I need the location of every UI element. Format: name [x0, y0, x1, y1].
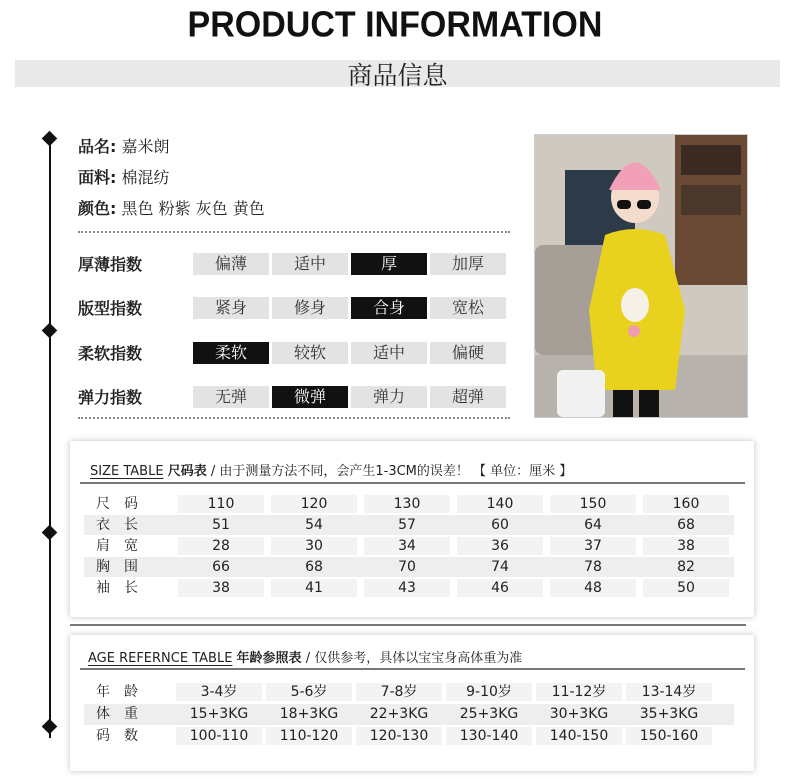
index-option: 加厚: [430, 253, 506, 275]
table-cell: 15+3KG: [189, 706, 249, 722]
index-option: 修身: [272, 297, 348, 319]
table-cell: 13-14岁: [626, 683, 712, 701]
info-value: 棉混纺: [121, 168, 170, 187]
table-cell: 51: [212, 517, 230, 533]
table-row-label: 年 龄: [96, 684, 138, 700]
table-cell: 120: [271, 495, 357, 513]
age-table-heading: [88, 647, 522, 666]
table-cell: 78: [584, 559, 602, 575]
table-cell: 150: [550, 495, 636, 513]
table-cell: 140-150: [536, 727, 622, 745]
table-cell: 150-160: [626, 727, 712, 745]
index-option: 较软: [272, 342, 348, 364]
table-cell: 30: [271, 537, 357, 555]
decor-line: [49, 138, 51, 738]
table-cell: 130: [364, 495, 450, 513]
table-cell: 130-140: [446, 727, 532, 745]
info-name: [78, 134, 170, 157]
diamond-marker: [42, 131, 58, 147]
age-table-note: / 仅供参考，具体以宝宝身高体重为准: [305, 651, 523, 666]
info-value: 黑色 粉紫 灰色 黄色: [121, 199, 265, 218]
table-cell: 34: [364, 537, 450, 555]
index-option: 紧身: [193, 297, 269, 319]
index-label: 弹力指数: [78, 388, 143, 407]
table-cell: 9-10岁: [446, 683, 532, 701]
age-table-rule: [80, 668, 745, 670]
table-cell: 7-8岁: [356, 683, 442, 701]
index-label: 厚薄指数: [78, 255, 143, 274]
size-table-title-en: SIZE TABLE: [90, 464, 164, 479]
table-cell: 110: [178, 495, 264, 513]
table-cell: 70: [398, 559, 416, 575]
info-key: 颜色:: [78, 199, 117, 218]
table-row-label: 码 数: [96, 728, 138, 744]
info-color: [78, 196, 265, 219]
table-cell: 25+3KG: [459, 706, 519, 722]
table-cell: 3-4岁: [176, 683, 262, 701]
page-title-cn: 商品信息: [347, 61, 448, 90]
index-option: 适中: [351, 342, 427, 364]
diamond-marker: [42, 525, 58, 541]
product-photo: [534, 134, 748, 418]
table-cell: 160: [643, 495, 729, 513]
section-rule: [70, 624, 746, 626]
table-cell: 22+3KG: [369, 706, 429, 722]
size-table-heading: [90, 460, 572, 479]
table-cell: 66: [212, 559, 230, 575]
table-cell: 68: [305, 559, 323, 575]
table-cell: 11-12岁: [536, 683, 622, 701]
table-cell: 28: [178, 537, 264, 555]
index-option: 柔软: [193, 342, 269, 364]
index-option: 无弹: [193, 386, 269, 408]
size-table-title-cn: 尺码表: [167, 464, 207, 479]
table-cell: 35+3KG: [639, 706, 699, 722]
table-cell: 30+3KG: [549, 706, 609, 722]
info-key: 品名:: [78, 137, 117, 156]
index-option: 超弹: [430, 386, 506, 408]
table-cell: 110-120: [266, 727, 352, 745]
table-cell: 74: [491, 559, 509, 575]
size-table-rule: [80, 482, 745, 484]
table-row-label: 胸 围: [96, 559, 138, 575]
table-cell: 5-6岁: [266, 683, 352, 701]
info-key: 面料:: [78, 168, 117, 187]
table-row-label: 体 重: [96, 706, 138, 722]
table-cell: 50: [643, 579, 729, 597]
age-table-title-cn: 年龄参照表: [236, 651, 302, 666]
index-option: 合身: [351, 297, 427, 319]
table-cell: 60: [491, 517, 509, 533]
diamond-marker: [42, 719, 58, 735]
table-cell: 64: [584, 517, 602, 533]
index-option: 厚: [351, 253, 427, 275]
table-cell: 18+3KG: [279, 706, 339, 722]
size-table-note: / 由于测量方法不同，会产生1-3CM的误差！ 【 单位：厘米 】: [210, 464, 573, 479]
table-cell: 68: [677, 517, 695, 533]
table-cell: 36: [457, 537, 543, 555]
info-fabric: [78, 165, 170, 188]
index-option: 宽松: [430, 297, 506, 319]
index-option: 适中: [272, 253, 348, 275]
table-cell: 37: [550, 537, 636, 555]
age-table-title-en: AGE REFERNCE TABLE: [88, 651, 233, 666]
table-cell: 41: [271, 579, 357, 597]
table-cell: 43: [364, 579, 450, 597]
table-cell: 54: [305, 517, 323, 533]
table-row-label: 衣 长: [96, 517, 138, 533]
dotted-divider: [78, 417, 510, 419]
table-row-label: 尺 码: [96, 496, 138, 512]
page-title-en: PRODUCT INFORMATION: [187, 5, 603, 45]
table-cell: 120-130: [356, 727, 442, 745]
table-cell: 48: [550, 579, 636, 597]
index-option: 偏薄: [193, 253, 269, 275]
index-option: 弹力: [351, 386, 427, 408]
table-cell: 100-110: [176, 727, 262, 745]
dotted-divider: [78, 231, 510, 233]
table-cell: 82: [677, 559, 695, 575]
table-cell: 57: [398, 517, 416, 533]
index-label: 版型指数: [78, 299, 143, 318]
table-row-label: 肩 宽: [96, 538, 138, 554]
table-cell: 38: [178, 579, 264, 597]
info-value: 嘉米朗: [121, 137, 170, 156]
table-cell: 38: [643, 537, 729, 555]
table-cell: 46: [457, 579, 543, 597]
diamond-marker: [42, 323, 58, 339]
table-row-label: 袖 长: [96, 580, 138, 596]
index-label: 柔软指数: [78, 344, 143, 363]
index-option: 偏硬: [430, 342, 506, 364]
table-cell: 140: [457, 495, 543, 513]
product-photo-illustration: [535, 135, 747, 417]
index-option: 微弹: [272, 386, 348, 408]
